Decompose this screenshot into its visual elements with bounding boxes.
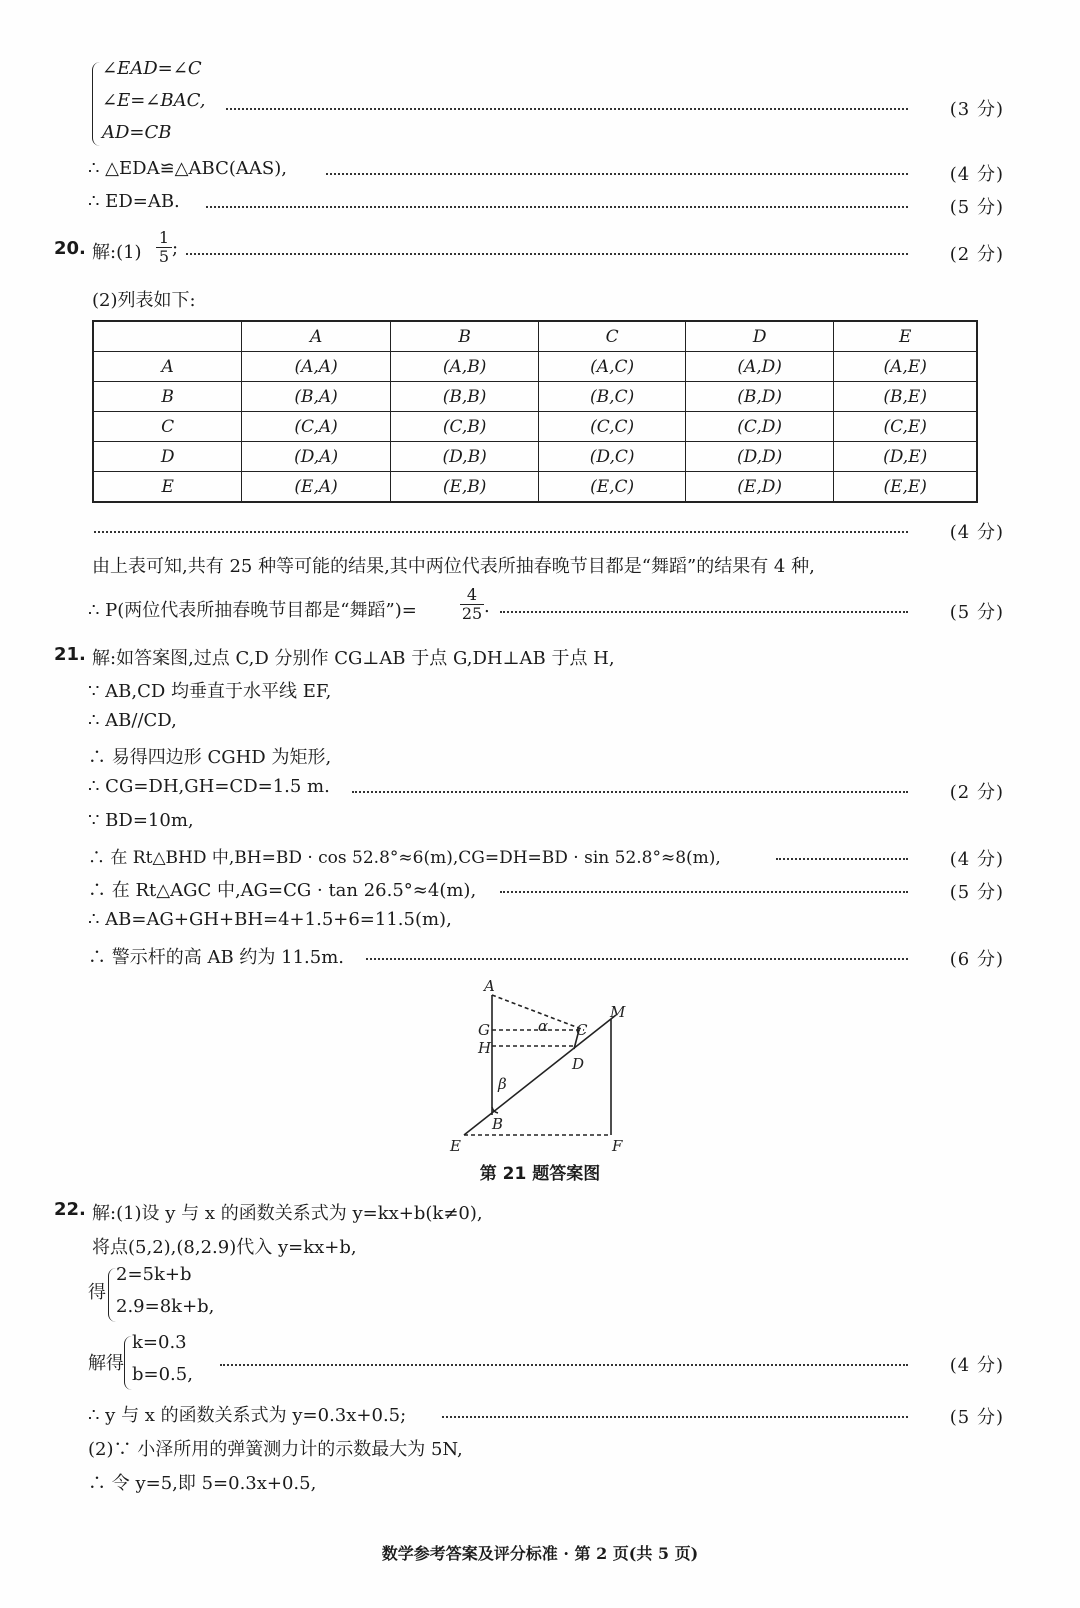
dot-leader: [776, 858, 908, 860]
q22-equation-system-1: [108, 1264, 218, 1326]
q22-sys2-score: (4 分): [949, 1355, 1004, 1376]
figure-caption: 第 21 题答案图: [479, 1164, 601, 1184]
table-header-cell: [93, 321, 242, 352]
label-b: B: [492, 1115, 504, 1133]
q20-analysis-line: 由上表可知,共有 25 种等可能的结果,其中两位代表所抽春晚节目都是“舞蹈”的结果有 4 种,: [92, 556, 815, 577]
dot-leader: [220, 1364, 908, 1366]
table-cell: (E,A): [242, 472, 391, 503]
table-cell: (B,E): [834, 382, 977, 412]
table-cell: (A,A): [242, 352, 391, 382]
q21-line: ∴ AB=AG+GH+BH=4+1.5+6=11.5(m),: [88, 909, 452, 930]
table-cell: (D,B): [390, 442, 539, 472]
table-cell: (B,C): [539, 382, 686, 412]
page-footer: 数学参考答案及评分标准 · 第 2 页(共 5 页): [381, 1544, 699, 1563]
table-row: [93, 442, 977, 472]
table-cell: (E,C): [539, 472, 686, 503]
label-alpha: α: [538, 1017, 549, 1035]
q21-number: 21.: [54, 644, 86, 665]
q19-sys-row-3: AD=CB: [102, 122, 172, 143]
dot-leader: [500, 611, 908, 613]
table-row: [93, 472, 977, 503]
table-cell: (E,D): [685, 472, 834, 503]
q20-number: 20.: [54, 238, 86, 259]
q20-probability-prefix: ∴ P(两位代表所抽春晚节目都是“舞蹈”)=: [88, 600, 417, 621]
table-header-cell: C: [539, 321, 686, 352]
q19-sys-row-2: ∠E=∠BAC,: [102, 90, 206, 111]
table-cell: (B,D): [685, 382, 834, 412]
q22-number: 22.: [54, 1199, 86, 1220]
table-header-cell: E: [834, 321, 977, 352]
label-beta: β: [498, 1075, 507, 1093]
q22-equation-system-2: [124, 1332, 214, 1394]
q22-line-6: (2)∵ 小泽所用的弹簧测力计的示数最大为 5N,: [88, 1439, 463, 1460]
q21-score: (6 分): [949, 949, 1004, 970]
label-m: M: [610, 1003, 626, 1021]
q20-part1-suffix: ;: [172, 238, 179, 259]
q22-line-2: 将点(5,2),(8,2.9)代入 y=kx+b,: [92, 1237, 357, 1258]
dot-leader: [366, 958, 908, 960]
q20-probability-score: (5 分): [949, 602, 1004, 623]
table-cell: (C,A): [242, 412, 391, 442]
table-cell: (D,C): [539, 442, 686, 472]
table-cell: (E,E): [834, 472, 977, 503]
fraction-denominator: 5: [158, 247, 170, 266]
table-header-cell: B: [390, 321, 539, 352]
q21-line: ∴ 在 Rt△BHD 中,BH=BD · cos 52.8°≈6(m),CG=DH=BD · sin 52.8°≈8(m),: [88, 848, 721, 868]
dot-leader: [442, 1416, 908, 1418]
dot-leader: [326, 173, 908, 175]
fraction-numerator: 4: [466, 585, 478, 604]
table-header-row: [93, 321, 977, 352]
fraction-numerator: 1: [158, 228, 170, 247]
table-row-label: A: [93, 352, 242, 382]
q21-line: ∴ 警示杆的高 AB 约为 11.5m.: [88, 947, 344, 968]
table-cell: (C,C): [539, 412, 686, 442]
table-header-cell: D: [685, 321, 834, 352]
q22-sys1-row-1: 2=5k+b: [116, 1264, 192, 1285]
label-f: F: [612, 1137, 623, 1155]
table-row: [93, 412, 977, 442]
q22-line-3-prefix: 得: [88, 1282, 106, 1303]
q21-line: ∵ AB,CD 均垂直于水平线 EF,: [88, 681, 332, 702]
dot-leader: [94, 531, 908, 533]
q20-probability-fraction: [460, 586, 484, 623]
q22-l5-score: (5 分): [949, 1407, 1004, 1428]
table-cell: (C,D): [685, 412, 834, 442]
q22-line-4-prefix: 解得: [88, 1353, 124, 1374]
table-row: [93, 382, 977, 412]
q19-sys-row-1: ∠EAD=∠C: [102, 58, 202, 79]
dot-leader: [226, 108, 908, 110]
label-e: E: [450, 1137, 461, 1155]
q19-sys-score: (3 分): [949, 99, 1004, 120]
table-cell: (D,A): [242, 442, 391, 472]
table-cell: (E,B): [390, 472, 539, 503]
q22-sys2-row-2: b=0.5,: [132, 1364, 193, 1385]
label-h: H: [478, 1039, 492, 1057]
table-row-label: C: [93, 412, 242, 442]
table-cell: (D,E): [834, 442, 977, 472]
q22-sys1-row-2: 2.9=8k+b,: [116, 1296, 215, 1317]
table-cell: (C,E): [834, 412, 977, 442]
q21-score: (5 分): [949, 882, 1004, 903]
q22-line-7: ∴ 令 y=5,即 5=0.3x+0.5,: [88, 1473, 317, 1494]
table-cell: (B,A): [242, 382, 391, 412]
table-cell: (D,D): [685, 442, 834, 472]
q21-line: ∵ BD=10m,: [88, 810, 194, 831]
table-row-label: D: [93, 442, 242, 472]
q20-part2-label: (2)列表如下:: [92, 290, 196, 311]
table-row-label: B: [93, 382, 242, 412]
q21-line: ∴ CG=DH,GH=CD=1.5 m.: [88, 776, 330, 797]
table-cell: (C,B): [390, 412, 539, 442]
table-row: [93, 352, 977, 382]
q20-table-score: (4 分): [949, 522, 1004, 543]
table-cell: (B,B): [390, 382, 539, 412]
q19-congruence-line: ∴ △EDA≌△ABC(AAS),: [88, 158, 287, 179]
table-header-cell: A: [242, 321, 391, 352]
q19-conclusion-line: ∴ ED=AB.: [88, 191, 180, 212]
label-a: A: [484, 977, 495, 995]
label-c: C: [576, 1021, 588, 1039]
q21-line: ∴ 在 Rt△AGC 中,AG=CG · tan 26.5°≈4(m),: [88, 880, 477, 901]
table-cell: (A,E): [834, 352, 977, 382]
q21-score: (4 分): [949, 849, 1004, 870]
q21-score: (2 分): [949, 782, 1004, 803]
fraction-denominator: 25: [461, 604, 483, 623]
q21-line: ∴ 易得四边形 CGHD 为矩形,: [88, 747, 332, 768]
q20-probability-suffix: .: [484, 596, 490, 617]
table-row-label: E: [93, 472, 242, 503]
table-cell: (A,C): [539, 352, 686, 382]
q21-figure: [446, 975, 636, 1155]
table-cell: (A,D): [685, 352, 834, 382]
label-d: D: [572, 1055, 585, 1073]
q20-part1-prefix: 解:(1): [92, 242, 142, 263]
q22-sys2-row-1: k=0.3: [132, 1332, 187, 1353]
table-cell: (A,B): [390, 352, 539, 382]
q21-line: ∴ AB//CD,: [88, 710, 177, 731]
q20-part1-fraction: [156, 229, 172, 266]
outcome-table: [92, 320, 978, 503]
q22-line-5: ∴ y 与 x 的函数关系式为 y=0.3x+0.5;: [88, 1405, 407, 1426]
dot-leader: [352, 791, 908, 793]
dot-leader: [206, 206, 908, 208]
label-g: G: [478, 1021, 490, 1039]
dot-leader: [500, 891, 908, 893]
q19-l2-score: (5 分): [949, 197, 1004, 218]
dot-leader: [186, 253, 908, 255]
q20-part1-score: (2 分): [949, 244, 1004, 265]
q21-line: 解:如答案图,过点 C,D 分别作 CG⊥AB 于点 G,DH⊥AB 于点 H,: [92, 648, 615, 669]
q22-line-1: 解:(1)设 y 与 x 的函数关系式为 y=kx+b(k≠0),: [92, 1203, 483, 1224]
q19-l1-score: (4 分): [949, 164, 1004, 185]
